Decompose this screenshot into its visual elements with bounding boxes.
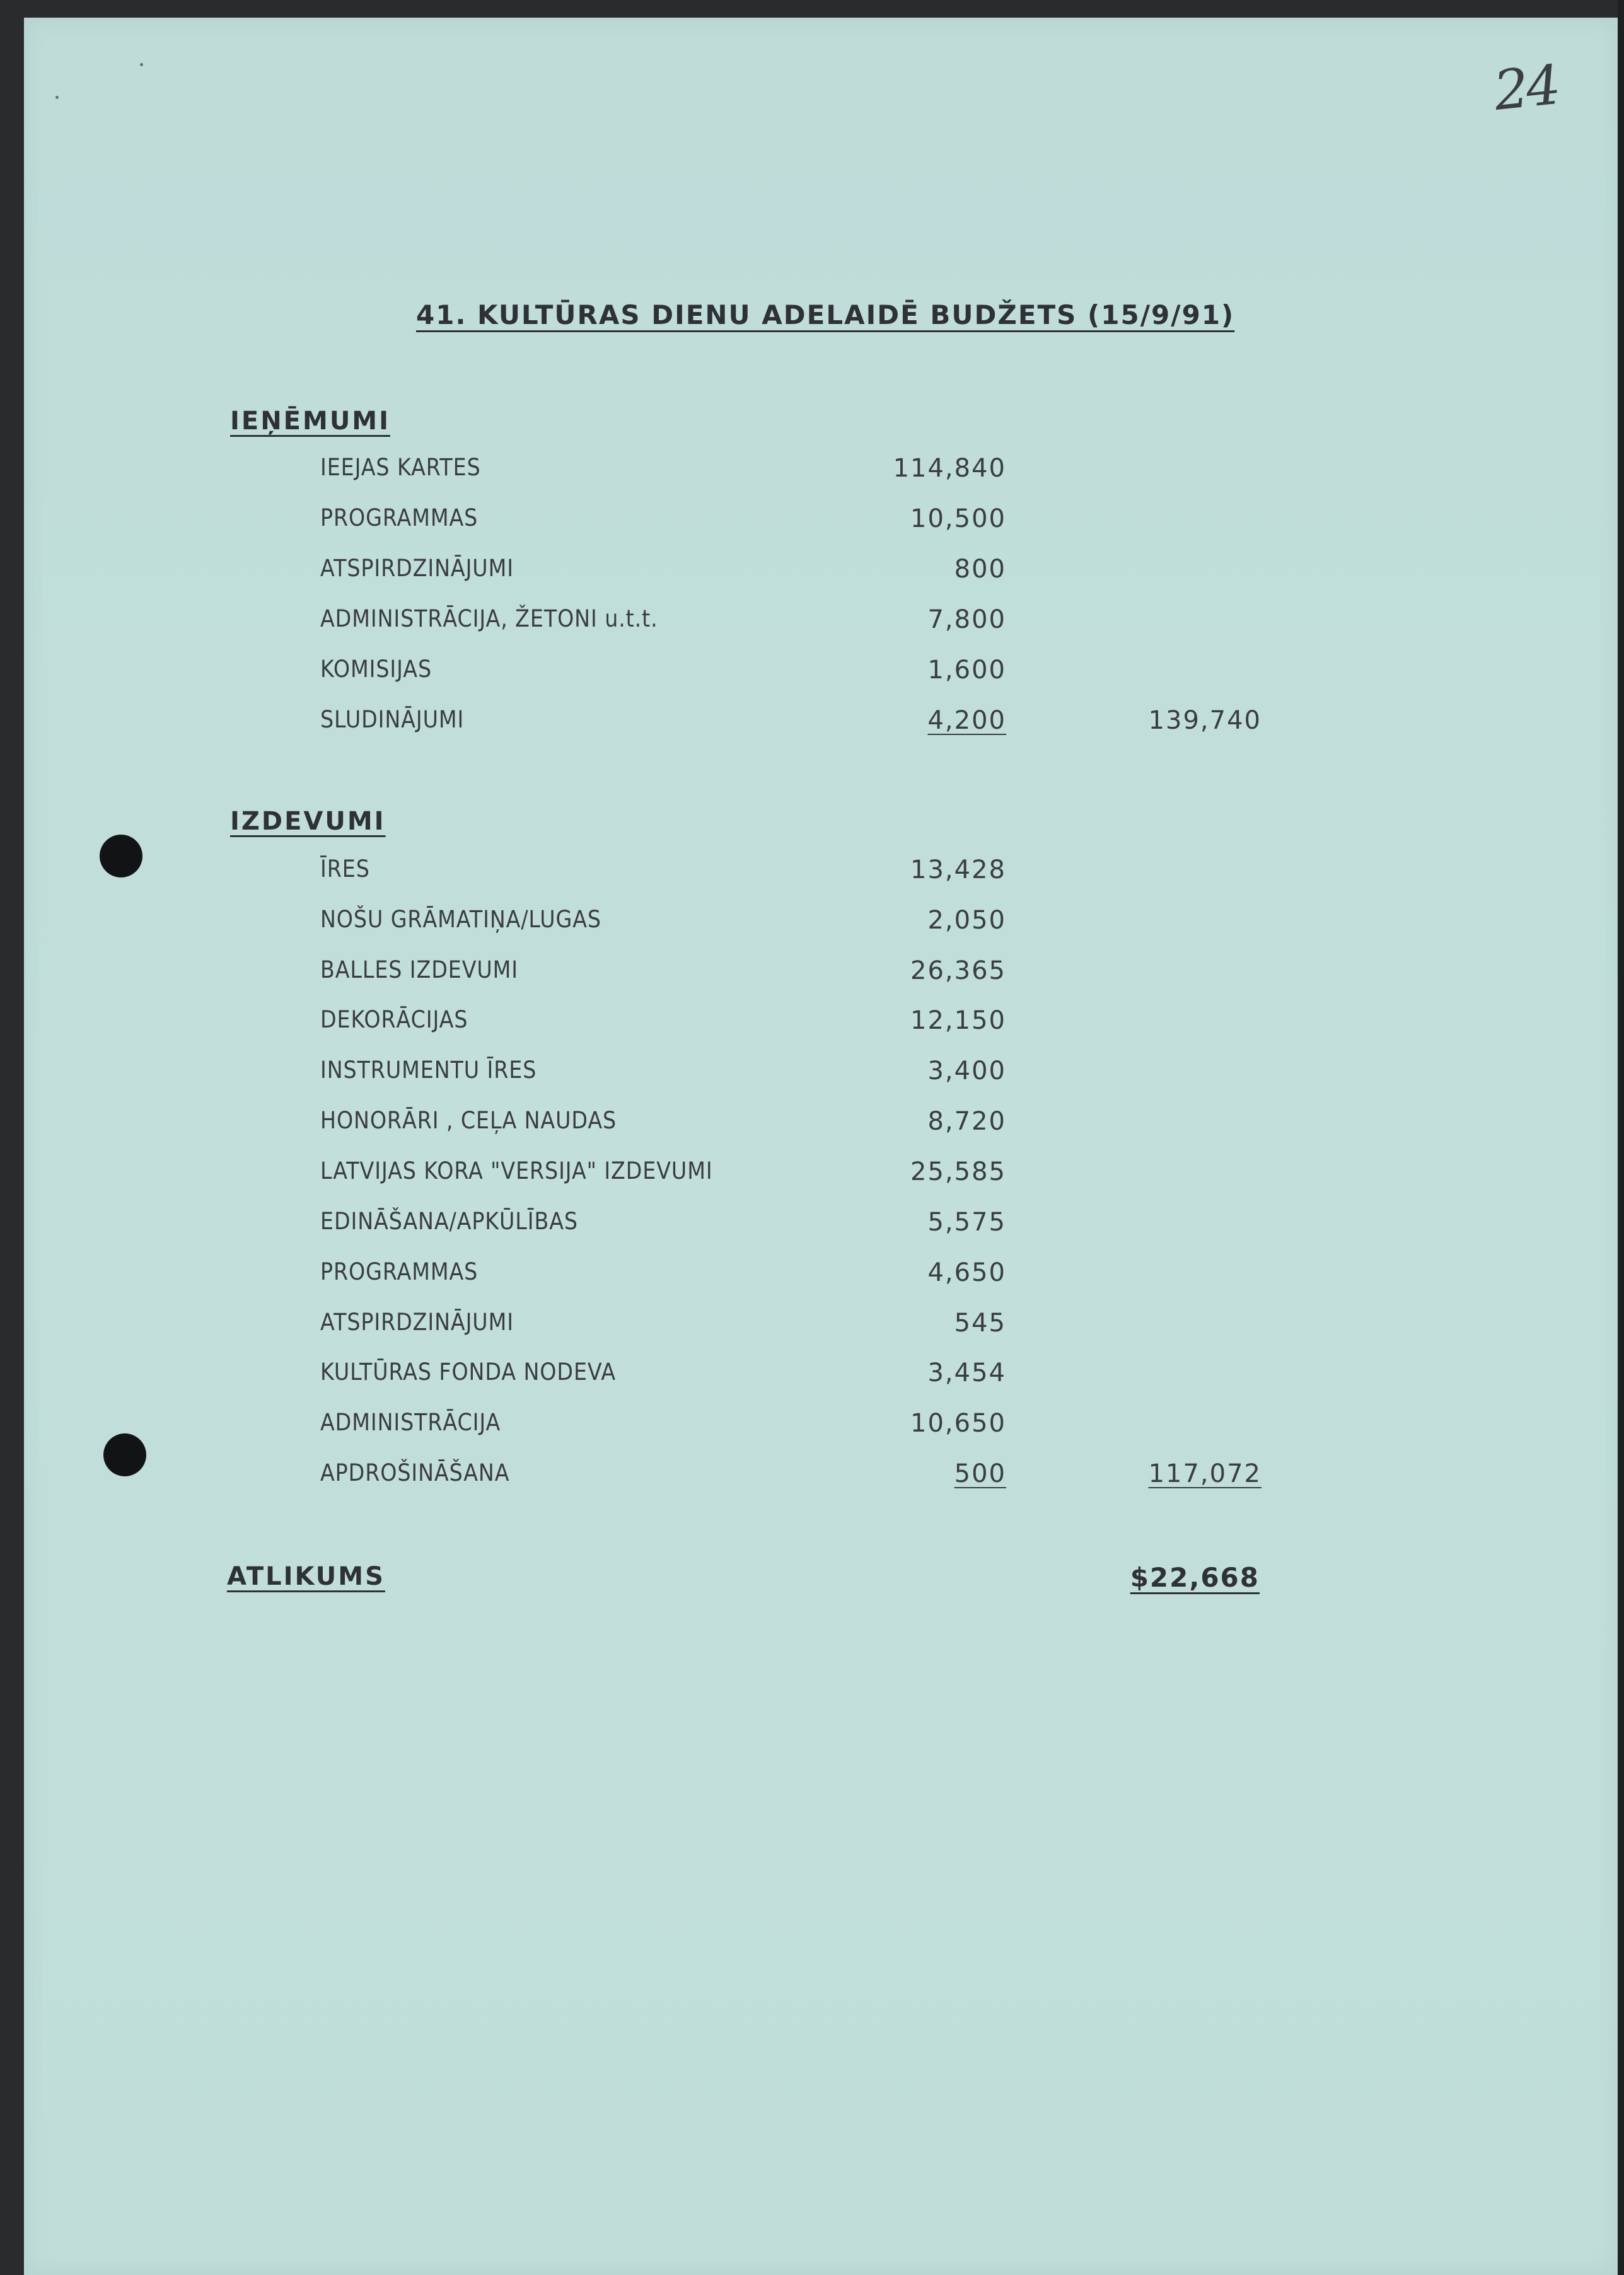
expense-item-amount: 4,650	[927, 1258, 1006, 1287]
expense-row	[0, 1258, 1624, 1296]
expense-row	[0, 1459, 1624, 1497]
income-item-label: ATSPIRDZINĀJUMI	[320, 555, 514, 582]
income-item-label: PROGRAMMAS	[320, 504, 478, 531]
expense-item-amount: 500	[954, 1459, 1006, 1488]
handwritten-page-number: 24	[1491, 53, 1562, 124]
income-item-amount: 1,600	[927, 656, 1006, 685]
expense-row	[0, 906, 1624, 944]
expense-item-label: LATVIJAS KORA "VERSIJA" IZDEVUMI	[320, 1157, 713, 1184]
expense-item-amount: 8,720	[927, 1107, 1006, 1136]
document-title: 41. KULTŪRAS DIENU ADELAIDĒ BUDŽETS (15/9/91)	[416, 299, 1235, 330]
expense-row	[0, 1358, 1624, 1396]
income-row	[0, 706, 1624, 744]
income-row	[0, 454, 1624, 492]
expense-item-label: NOŠU GRĀMATIŅA/LUGAS	[320, 906, 601, 933]
expense-item-amount: 12,150	[910, 1006, 1006, 1035]
income-heading: IEŅĒMUMI	[230, 407, 390, 436]
expense-row	[0, 1409, 1624, 1447]
balance-value: $22,668	[1130, 1562, 1260, 1593]
expense-item-amount: 25,585	[910, 1157, 1006, 1186]
expense-item-amount: 5,575	[927, 1208, 1006, 1237]
expenses-total: 117,072	[1148, 1459, 1262, 1488]
expense-item-amount: 3,400	[927, 1056, 1006, 1085]
income-item-label: IEEJAS KARTES	[320, 454, 481, 481]
expense-item-label: INSTRUMENTU ĪRES	[320, 1056, 537, 1084]
income-item-label: ADMINISTRĀCIJA, ŽETONI u.t.t.	[320, 605, 658, 632]
expense-item-amount: 3,454	[927, 1358, 1006, 1387]
expense-item-label: EDINĀŠANA/APKŪLĪBAS	[320, 1208, 578, 1235]
expense-row	[0, 1006, 1624, 1044]
expense-row	[0, 855, 1624, 893]
expenses-heading: IZDEVUMI	[230, 807, 386, 836]
income-item-label: SLUDINĀJUMI	[320, 706, 465, 733]
income-total: 139,740	[1148, 706, 1262, 735]
income-item-amount: 10,500	[910, 504, 1006, 533]
income-row	[0, 555, 1624, 593]
income-row	[0, 504, 1624, 542]
paper-speck	[140, 63, 143, 66]
expense-row	[0, 1208, 1624, 1246]
expense-item-label: HONORĀRI , CEĻA NAUDAS	[320, 1107, 617, 1134]
expense-row	[0, 1157, 1624, 1195]
expense-item-amount: 10,650	[910, 1409, 1006, 1438]
expense-row	[0, 1107, 1624, 1145]
income-item-amount: 114,840	[893, 454, 1006, 483]
expense-row	[0, 956, 1624, 994]
balance-label: ATLIKUMS	[227, 1562, 385, 1591]
expense-item-label: APDROŠINĀŠANA	[320, 1459, 510, 1486]
expense-item-label: KULTŪRAS FONDA NODEVA	[320, 1358, 617, 1386]
expense-item-label: ADMINISTRĀCIJA	[320, 1409, 501, 1436]
income-item-label: KOMISIJAS	[320, 656, 432, 683]
income-row	[0, 656, 1624, 693]
income-item-amount: 7,800	[927, 605, 1006, 634]
expense-item-amount: 13,428	[910, 855, 1006, 884]
expense-item-amount: 26,365	[910, 956, 1006, 985]
expense-item-amount: 545	[954, 1309, 1006, 1338]
income-item-amount: 800	[954, 555, 1006, 584]
document-page	[24, 18, 1619, 2275]
expense-item-amount: 2,050	[927, 906, 1006, 935]
expense-row	[0, 1309, 1624, 1346]
expense-item-label: PROGRAMMAS	[320, 1258, 478, 1285]
expense-item-label: ATSPIRDZINĀJUMI	[320, 1309, 514, 1336]
expense-item-label: DEKORĀCIJAS	[320, 1006, 468, 1033]
expense-item-label: ĪRES	[320, 855, 370, 883]
paper-speck	[55, 96, 59, 99]
income-item-amount: 4,200	[927, 706, 1006, 735]
income-row	[0, 605, 1624, 643]
expense-item-label: BALLES IZDEVUMI	[320, 956, 519, 983]
expense-row	[0, 1056, 1624, 1094]
